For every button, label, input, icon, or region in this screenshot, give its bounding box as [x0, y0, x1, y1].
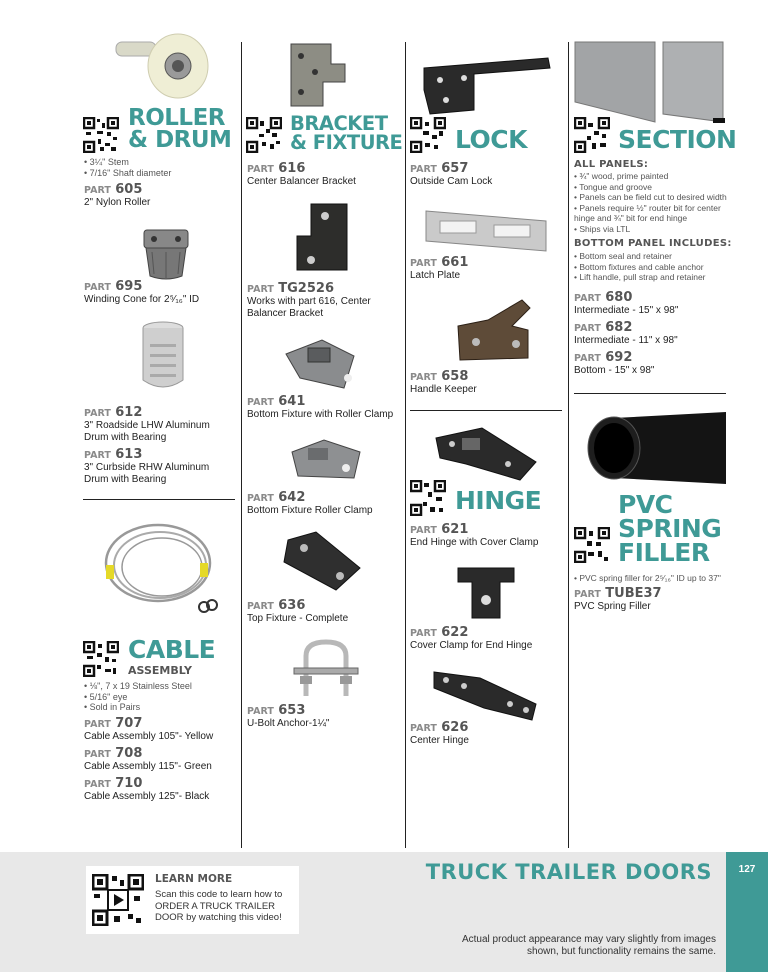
part-label: PART [574, 589, 601, 600]
section-title-section: SECTION [618, 125, 737, 154]
part-label: PART [84, 450, 111, 461]
part-number: 622 [441, 625, 469, 640]
handle-keeper-image [452, 296, 534, 366]
part-label: PART [247, 493, 274, 504]
title-line: FILLER [618, 537, 710, 567]
part-626 [410, 721, 560, 747]
bottom-panel-bullets [574, 251, 728, 283]
bullet: • Bottom seal and retainer [574, 251, 728, 262]
bullet: • Bottom fixtures and cable anchor [574, 262, 728, 273]
part-label: PART [410, 372, 437, 383]
bullet: • Tongue and groove [574, 182, 728, 193]
bullet: • ¾" wood, prime painted [574, 171, 728, 182]
part-tube37 [574, 587, 726, 613]
part-657 [410, 162, 560, 188]
part-description: Winding Cone for 2⁵⁄₁₆" ID [84, 294, 200, 305]
part-658 [410, 370, 560, 396]
part-number: 653 [278, 703, 306, 718]
part-description: End Hinge with Cover Clamp [410, 537, 539, 548]
qr-code-icon[interactable] [574, 117, 610, 153]
part-label: PART [410, 258, 437, 269]
video-qr-code-icon[interactable] [92, 874, 144, 926]
part-number: 661 [441, 255, 469, 270]
part-number: 707 [115, 716, 143, 731]
cable-bullets [84, 681, 192, 713]
part-number: 626 [441, 720, 469, 735]
u-bolt-anchor-image [290, 638, 362, 698]
part-708 [84, 747, 234, 773]
bullet: • 3¼" Stem [84, 157, 171, 168]
part-description: Center Hinge [410, 735, 469, 746]
part-642 [247, 491, 397, 517]
column-divider [241, 42, 242, 848]
cable-assembly-image [100, 515, 220, 620]
center-hinge-image [430, 664, 542, 724]
bottom-fixture-clamp-image [288, 436, 364, 484]
part-description: Top Fixture - Complete [247, 613, 349, 624]
section-title-cable: CABLE [128, 635, 216, 664]
part-label: PART [574, 293, 601, 304]
aluminum-drum-image [140, 320, 186, 396]
page-tab [726, 852, 768, 972]
section-title-lock: LOCK [455, 125, 528, 154]
part-number: 708 [115, 746, 143, 761]
nylon-roller-image [112, 28, 212, 103]
part-622 [410, 626, 560, 652]
footer-title: TRUCK TRAILER DOORS [425, 860, 712, 884]
part-612 [84, 406, 234, 444]
part-description: Bottom Fixture with Roller Clamp [247, 409, 394, 420]
page-number: 127 [738, 864, 756, 875]
part-number: 641 [278, 394, 306, 409]
part-653 [247, 704, 397, 730]
winding-cone-image [140, 224, 192, 282]
part-label: PART [84, 779, 111, 790]
title-line: PVC [618, 490, 673, 519]
part-description: PVC Spring Filler [574, 601, 651, 612]
outside-cam-lock-image [420, 50, 554, 116]
title-line: BRACKET [290, 112, 388, 135]
qr-code-icon[interactable] [410, 480, 446, 516]
part-description: Cable Assembly 115"- Green [84, 761, 212, 772]
learn-more-text: Scan this code to learn how to ORDER A TRUCK TRAILER DOOR by watching this video! [155, 889, 283, 923]
part-621 [410, 523, 560, 549]
qr-code-icon[interactable] [574, 527, 610, 563]
bullet: • Ships via LTL [574, 224, 728, 235]
section-title-roller [128, 105, 232, 153]
part-641 [247, 395, 397, 421]
title-line: & FIXTURE [290, 130, 403, 154]
part-description: 3" Curbside RHW Aluminum Drum with Bearing [84, 462, 210, 485]
panel-section-image [573, 40, 727, 126]
bottom-fixture-roller-clamp-image [282, 334, 358, 394]
bullet: • Panels can be field cut to desired width [574, 192, 728, 203]
part-695 [84, 280, 234, 306]
qr-code-icon[interactable] [246, 117, 282, 153]
qr-code-icon[interactable] [83, 117, 119, 153]
part-707 [84, 717, 234, 743]
column-divider [568, 42, 569, 848]
part-682 [574, 321, 726, 347]
part-number: 695 [115, 279, 143, 294]
part-605 [84, 183, 234, 209]
disclaimer-text: Actual product appearance may vary slightly from images shown, but functionality remains the same. [461, 934, 716, 957]
center-balancer-bracket-image [287, 42, 351, 108]
part-number: 692 [605, 350, 633, 365]
part-label: PART [247, 706, 274, 717]
part-description: Intermediate - 15" x 98" [574, 305, 679, 316]
section-divider [574, 393, 726, 394]
column-divider [405, 42, 406, 848]
tg2526-bracket-image [295, 202, 349, 272]
part-description: Handle Keeper [410, 384, 477, 395]
part-label: PART [84, 282, 111, 293]
part-636 [247, 599, 397, 625]
bottom-panel-heading: BOTTOM PANEL INCLUDES: [574, 238, 732, 249]
bullet: • 5/16" eye [84, 692, 192, 703]
part-tg2526 [247, 282, 397, 320]
learn-more-title: LEARN MORE [155, 873, 233, 885]
end-hinge-image [432, 424, 538, 482]
bullet: • PVC spring filler for 2⁵⁄₁₆" ID up to 37" [574, 573, 728, 584]
title-line: ROLLER [128, 105, 225, 131]
section-divider [83, 499, 235, 500]
part-description: Center Balancer Bracket [247, 176, 356, 187]
part-label: PART [410, 164, 437, 175]
part-label: PART [574, 353, 601, 364]
part-label: PART [84, 749, 111, 760]
part-613 [84, 448, 234, 486]
part-710 [84, 777, 234, 803]
part-description: U-Bolt Anchor-1¼" [247, 718, 330, 729]
latch-plate-image [422, 207, 550, 255]
part-label: PART [410, 723, 437, 734]
cover-clamp-image [456, 564, 516, 620]
part-number: 642 [278, 490, 306, 505]
part-description: 2" Nylon Roller [84, 197, 151, 208]
qr-code-icon[interactable] [83, 641, 119, 677]
part-680 [574, 291, 726, 317]
section-title-hinge: HINGE [455, 486, 542, 515]
learn-more-box[interactable] [86, 866, 299, 934]
part-number: 621 [441, 522, 469, 537]
part-label: PART [84, 408, 111, 419]
top-fixture-image [280, 528, 364, 594]
qr-code-icon[interactable] [410, 117, 446, 153]
part-description: Latch Plate [410, 270, 461, 281]
part-label: PART [247, 164, 274, 175]
part-number: 613 [115, 447, 143, 462]
part-number: 616 [278, 161, 306, 176]
pvc-bullets [574, 573, 728, 584]
part-label: PART [574, 323, 601, 334]
part-description: 3" Roadside LHW Aluminum Drum with Bearing [84, 420, 210, 443]
part-label: PART [84, 185, 111, 196]
section-title-bracket [290, 112, 403, 154]
part-number: 605 [115, 182, 143, 197]
title-line: SPRING [618, 513, 722, 543]
part-number: 636 [278, 598, 306, 613]
part-label: PART [84, 719, 111, 730]
part-label: PART [410, 628, 437, 639]
part-label: PART [247, 397, 274, 408]
part-661 [410, 256, 560, 282]
section-subtitle-cable: ASSEMBLY [128, 664, 192, 677]
part-616 [247, 162, 397, 188]
bullet: • ⅛", 7 x 19 Stainless Steel [84, 681, 192, 692]
part-description: Intermediate - 11" x 98" [574, 335, 678, 346]
part-description: Bottom - 15" x 98" [574, 365, 655, 376]
part-description: Cable Assembly 125"- Black [84, 791, 210, 802]
bullet: • Panels require ½" router bit for center hinge and ¾" bit for end hinge [574, 203, 728, 224]
bullet: • Lift handle, pull strap and retainer [574, 272, 728, 283]
part-number: TG2526 [278, 281, 334, 296]
part-number: 657 [441, 161, 469, 176]
part-number: TUBE37 [605, 586, 662, 601]
part-number: 680 [605, 290, 633, 305]
part-label: PART [247, 284, 274, 295]
part-number: 710 [115, 776, 143, 791]
part-description: Bottom Fixture Roller Clamp [247, 505, 373, 516]
bullet: • 7/16" Shaft diameter [84, 168, 171, 179]
part-label: PART [247, 601, 274, 612]
title-line: & DRUM [128, 126, 232, 153]
part-description: Outside Cam Lock [410, 176, 493, 187]
part-description: Cover Clamp for End Hinge [410, 640, 533, 651]
bullet: • Sold in Pairs [84, 702, 192, 713]
part-description: Works with part 616, Center Balancer Bracket [247, 296, 371, 319]
all-panels-bullets [574, 171, 728, 234]
part-description: Cable Assembly 105"- Yellow [84, 731, 214, 742]
part-692 [574, 351, 726, 377]
section-divider [410, 410, 562, 411]
part-number: 682 [605, 320, 633, 335]
pvc-spring-filler-image [584, 408, 726, 488]
section-title-pvc [618, 490, 722, 567]
part-label: PART [410, 525, 437, 536]
part-number: 658 [441, 369, 469, 384]
part-number: 612 [115, 405, 143, 420]
all-panels-heading: ALL PANELS: [574, 159, 649, 170]
roller-bullets [84, 157, 171, 178]
